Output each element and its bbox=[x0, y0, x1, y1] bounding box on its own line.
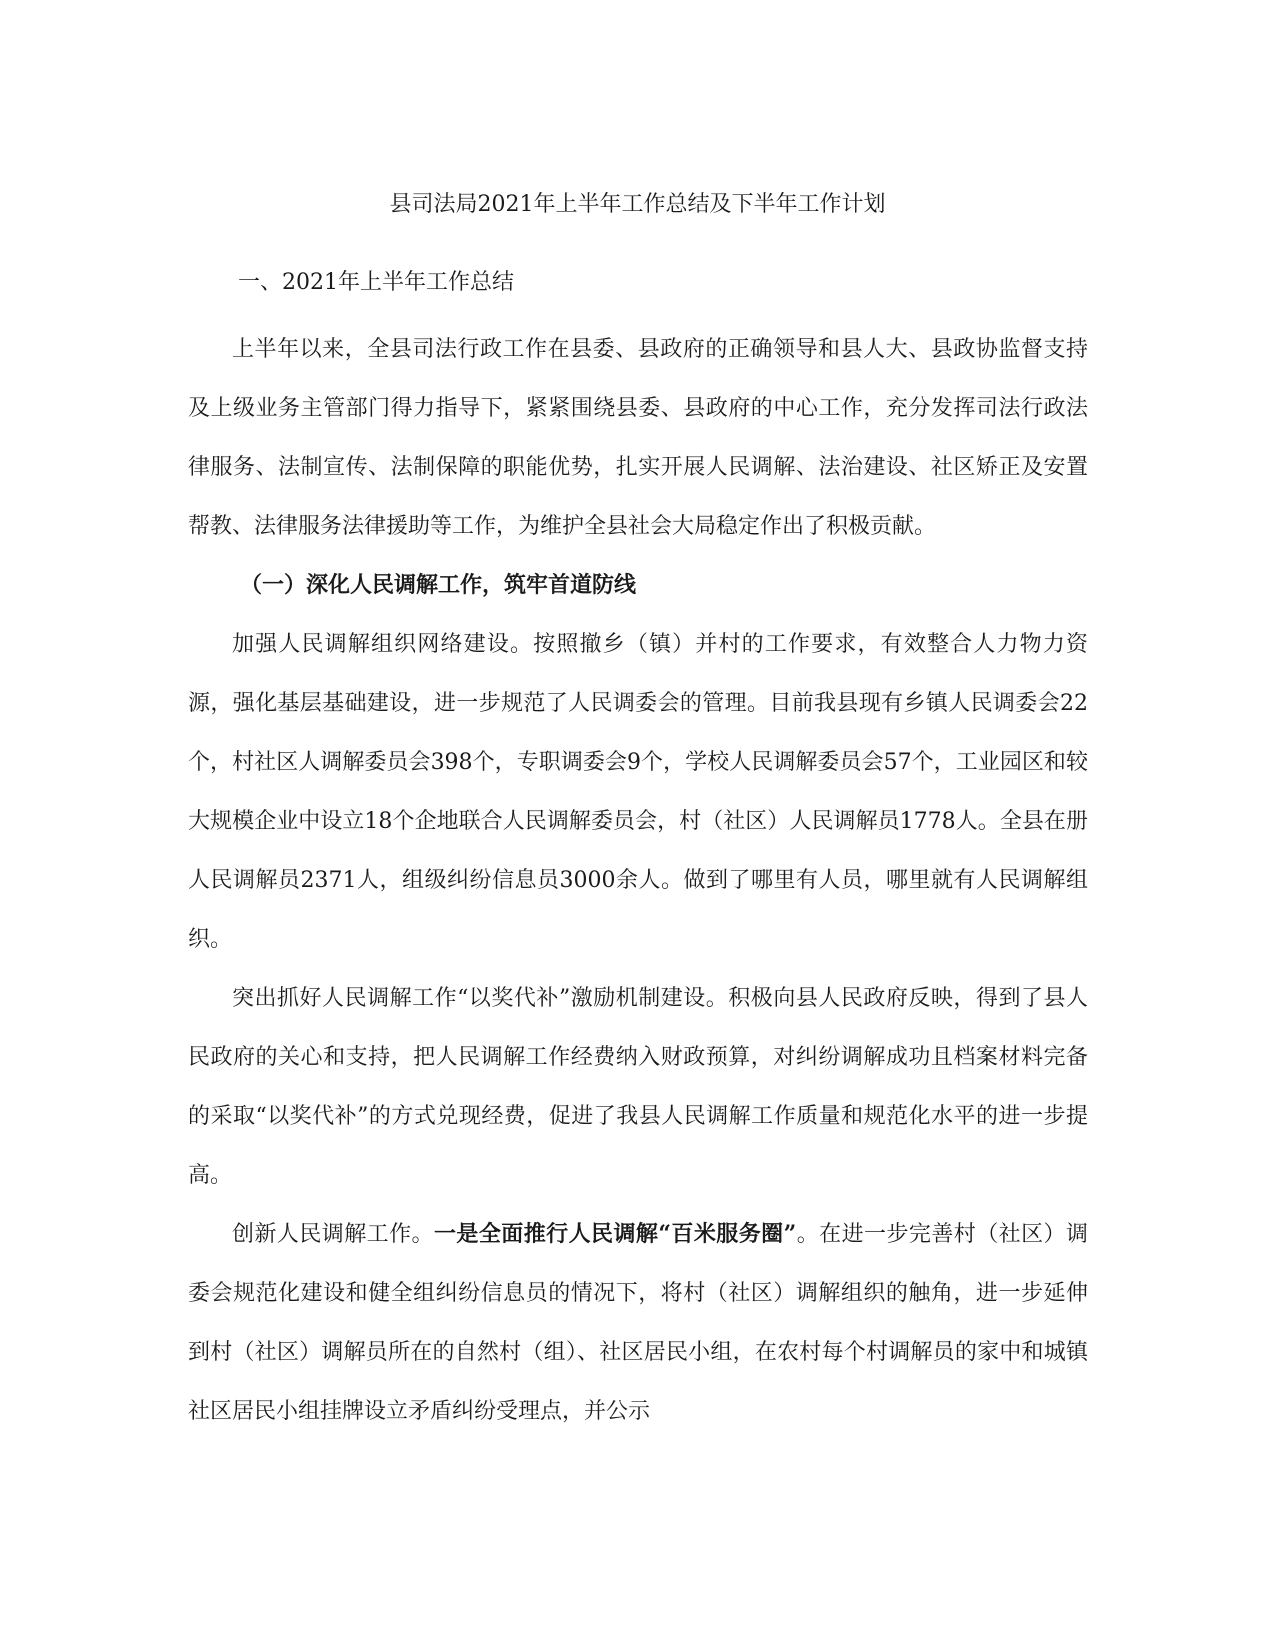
document-body bbox=[188, 320, 1088, 1441]
paragraph-mediation-innovation bbox=[188, 1205, 1088, 1441]
paragraph-mediation-network: 加强人民调解组织网络建设。按照撤乡（镇）并村的工作要求，有效整合人力物力资源，强化基层基础建设，进一步规范了人民调委会的管理。目前我县现有乡镇人民调委会22个，村社区人调解委员会398个，专职调委会9个，学校人民调解委员会57个，工业园区和较大规模企业中设立18个企地联合人民调解委员会，村（社区）人民调解员1778人。全县在册人民调解员2371人，组级纠纷信息员3000余人。做到了哪里有人员，哪里就有人民调解组织。 bbox=[188, 632, 1088, 952]
innovation-bold-text: 一是全面推行人民调解“百米服务圈” bbox=[433, 1221, 797, 1247]
section-heading: 一、2021年上半年工作总结 bbox=[238, 270, 514, 295]
intro-paragraph: 上半年以来，全县司法行政工作在县委、县政府的正确领导和县人大、县政协监督支持及上级业务主管部门得力指导下，紧紧围绕县委、县政府的中心工作，充分发挥司法行政法律服务、法制宣传、法制保障的职能优势，扎实开展人民调解、法治建设、社区矫正及安置帮教、法律服务法律援助等工作，为维护全县社会大局稳定作出了积极贡献。 bbox=[188, 337, 1088, 539]
subheading-mediation: （一）深化人民调解工作，筑牢首道防线 bbox=[240, 572, 637, 598]
document-title: 县司法局2021年上半年工作总结及下半年工作计划 bbox=[389, 192, 886, 217]
innovation-rest-text: 。在进一步完善村（社区）调委会规范化建设和健全组纠纷信息员的情况下，将村（社区）调解组织的触角，进一步延伸到村（社区）调解员所在的自然村（组）、社区居民小组，在农村每个村调解员的家中和城镇社区居民小组挂牌设立矛盾纠纷受理点，并公示 bbox=[188, 1222, 1088, 1424]
paragraph-incentive-mechanism: 突出抓好人民调解工作“以奖代补”激励机制建设。积极向县人民政府反映，得到了县人民政府的关心和支持，把人民调解工作经费纳入财政预算，对纠纷调解成功且档案材料完备的采取“以奖代补”的方式兑现经费，促进了我县人民调解工作质量和规范化水平的进一步提高。 bbox=[188, 986, 1088, 1188]
innovation-lead-text: 创新人民调解工作。 bbox=[232, 1222, 434, 1247]
